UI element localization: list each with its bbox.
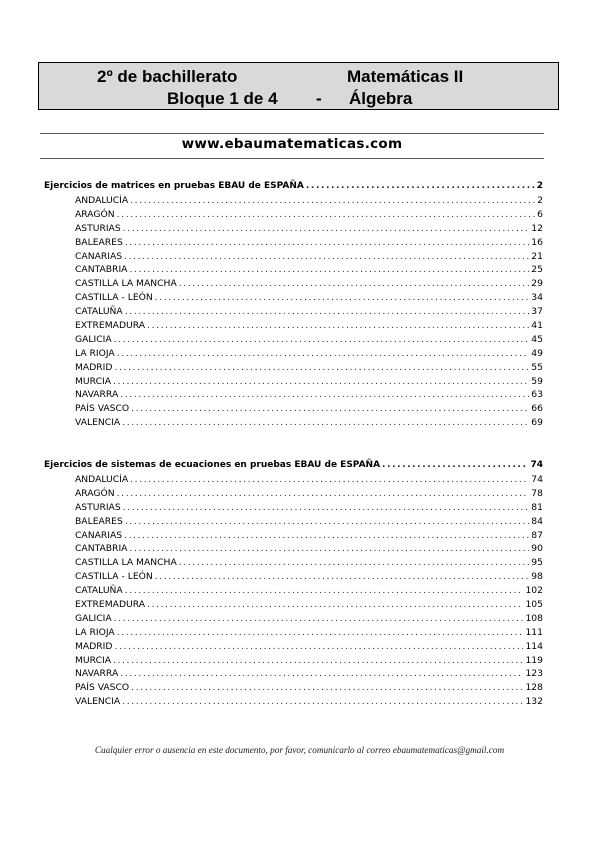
- toc-label: MADRID: [75, 361, 113, 373]
- page-number: 2: [537, 195, 543, 206]
- dot-leader: [117, 347, 530, 361]
- dot-leader: [114, 612, 524, 626]
- dot-leader: [113, 375, 529, 389]
- page-number: 6: [537, 208, 543, 220]
- toc-entry[interactable]: [44, 222, 543, 236]
- dot-leader: [129, 263, 529, 277]
- toc-entry[interactable]: [44, 570, 543, 584]
- toc-label: CANTABRIA: [75, 264, 128, 276]
- page-number: 49: [531, 347, 543, 359]
- page-number: 95: [531, 557, 543, 569]
- page-number: 74: [530, 460, 543, 470]
- dot-leader: [306, 179, 535, 194]
- dot-leader: [122, 695, 523, 709]
- toc-label: Ejercicios de sistemas de ecuaciones en pruebas EBAU de ESPAÑA: [44, 460, 381, 470]
- toc-entry[interactable]: [44, 208, 543, 222]
- toc-label: CATALUÑA: [75, 585, 123, 597]
- dot-leader: [114, 333, 530, 347]
- toc-entry[interactable]: [44, 654, 543, 668]
- toc-entry[interactable]: [44, 291, 543, 305]
- toc-section-heading[interactable]: [44, 179, 543, 194]
- page-number: 123: [525, 668, 543, 680]
- toc-label: CASTILLA LA MANCHA: [75, 278, 177, 290]
- block-label: Bloque 1 de 4: [167, 89, 278, 108]
- dot-leader: [124, 529, 529, 543]
- toc-label: ARAGÓN: [75, 487, 115, 499]
- toc-label: EXTREMADURA: [75, 320, 146, 332]
- dot-leader: [122, 416, 529, 430]
- toc-entry[interactable]: [44, 681, 543, 695]
- page-number: 74: [531, 474, 543, 485]
- toc-section-matrices: [44, 179, 543, 430]
- toc-entry[interactable]: [44, 333, 543, 347]
- toc-entry[interactable]: [44, 584, 543, 598]
- dot-leader: [125, 305, 530, 319]
- dot-leader: [117, 208, 535, 222]
- toc-entry[interactable]: [44, 598, 543, 612]
- toc-entry[interactable]: [44, 236, 543, 250]
- page-number: 66: [531, 403, 543, 415]
- toc-label: Ejercicios de matrices en pruebas EBAU de ESPAÑA: [44, 181, 304, 191]
- toc-entry[interactable]: [44, 473, 543, 487]
- toc-label: BALEARES: [75, 515, 123, 527]
- dot-leader: [129, 542, 529, 556]
- page-number: 81: [531, 501, 543, 513]
- toc-entry[interactable]: [44, 375, 543, 389]
- toc-label: CANTABRIA: [75, 543, 128, 555]
- toc-entry[interactable]: [44, 250, 543, 264]
- dot-leader: [179, 556, 530, 570]
- page-number: 114: [525, 640, 543, 652]
- toc-label: BALEARES: [75, 236, 123, 248]
- toc-label: NAVARRA: [75, 389, 119, 401]
- dot-leader: [130, 473, 529, 487]
- dot-leader: [131, 681, 523, 695]
- page-number: 84: [531, 515, 543, 527]
- toc-label: LA RIOJA: [75, 626, 115, 638]
- toc-section-sistemas: [44, 458, 543, 709]
- page-number: 128: [525, 682, 543, 694]
- toc-label: GALICIA: [75, 612, 112, 624]
- toc-label: CANARIAS: [75, 250, 123, 262]
- page-number: 55: [531, 361, 543, 373]
- dot-leader: [120, 388, 529, 402]
- dot-leader: [155, 291, 530, 305]
- dot-leader: [113, 654, 523, 668]
- dot-leader: [125, 584, 524, 598]
- toc-label: PAÍS VASCO: [75, 403, 130, 415]
- toc-label: NAVARRA: [75, 668, 119, 680]
- toc-entry[interactable]: [44, 388, 543, 402]
- dot-leader: [125, 515, 529, 529]
- toc-label: LA RIOJA: [75, 347, 115, 359]
- toc-label: PAÍS VASCO: [75, 682, 130, 694]
- page-number: 16: [531, 236, 543, 248]
- toc-label: MADRID: [75, 640, 113, 652]
- toc-label: GALICIA: [75, 333, 112, 345]
- dot-leader: [123, 501, 530, 515]
- toc-label: CATALUÑA: [75, 306, 123, 318]
- dot-leader: [114, 640, 523, 654]
- header-separator: -: [316, 89, 322, 108]
- page-number: 45: [531, 333, 543, 345]
- dot-leader: [155, 570, 530, 584]
- page-number: 25: [531, 264, 543, 276]
- page-number: 59: [531, 375, 543, 387]
- page-number: 132: [525, 696, 543, 708]
- toc-entry[interactable]: [44, 529, 543, 543]
- dot-leader: [117, 487, 530, 501]
- toc-label: ANDALUCÍA: [75, 474, 129, 485]
- page-number: 102: [525, 585, 543, 597]
- toc-entry[interactable]: [44, 695, 543, 709]
- course-label: 2º de bachillerato: [97, 67, 238, 86]
- page-number: 119: [525, 654, 543, 666]
- page-number: 12: [531, 222, 543, 234]
- page-number: 87: [531, 529, 543, 541]
- toc-entry[interactable]: [44, 612, 543, 626]
- dot-leader: [130, 194, 535, 208]
- toc-entry[interactable]: [44, 667, 543, 681]
- dot-leader: [117, 626, 524, 640]
- dot-leader: [147, 319, 529, 333]
- toc-entry[interactable]: [44, 305, 543, 319]
- page-number: 69: [531, 417, 543, 429]
- toc-label: MURCIA: [75, 654, 111, 666]
- page-number: 98: [531, 571, 543, 583]
- dot-leader: [124, 250, 529, 264]
- dot-leader: [179, 277, 530, 291]
- subject-label: Matemáticas II: [347, 67, 464, 86]
- page-number: 29: [531, 278, 543, 290]
- toc-label: ARAGÓN: [75, 208, 115, 220]
- toc-entry[interactable]: [44, 263, 543, 277]
- toc-entry[interactable]: [44, 515, 543, 529]
- dot-leader: [123, 222, 530, 236]
- page-number: 37: [531, 306, 543, 318]
- toc-entry[interactable]: [44, 402, 543, 416]
- page-number: 78: [531, 487, 543, 499]
- website-rule-bottom: [40, 158, 544, 159]
- toc-entry[interactable]: [44, 626, 543, 640]
- toc-entry[interactable]: [44, 347, 543, 361]
- page-number: 111: [525, 626, 543, 638]
- page-number: 105: [525, 599, 543, 611]
- header-box: [38, 62, 559, 110]
- page-number: 41: [531, 320, 543, 332]
- toc-entry[interactable]: [44, 361, 543, 375]
- toc-entry[interactable]: [44, 542, 543, 556]
- page-number: 2: [536, 181, 543, 191]
- page-number: 63: [531, 389, 543, 401]
- dot-leader: [147, 598, 523, 612]
- toc-label: VALENCIA: [75, 417, 121, 429]
- toc-entry[interactable]: [44, 640, 543, 654]
- topic-label: Álgebra: [349, 89, 413, 108]
- toc-label: EXTREMADURA: [75, 599, 146, 611]
- toc-entry[interactable]: [44, 556, 543, 570]
- toc-entry[interactable]: [44, 487, 543, 501]
- toc-entry[interactable]: [44, 194, 543, 208]
- page-number: 34: [531, 292, 543, 304]
- toc-entry[interactable]: [44, 501, 543, 515]
- toc-entry[interactable]: [44, 319, 543, 333]
- dot-leader: [114, 361, 529, 375]
- toc-label: CASTILLA - LEÓN: [75, 571, 153, 583]
- toc-entry[interactable]: [44, 416, 543, 430]
- dot-leader: [382, 458, 528, 473]
- page-number: 108: [525, 612, 543, 624]
- toc-section-heading[interactable]: [44, 458, 543, 473]
- toc-label: VALENCIA: [75, 696, 121, 708]
- toc-label: CASTILLA - LEÓN: [75, 292, 153, 304]
- dot-leader: [125, 236, 529, 250]
- toc-label: CASTILLA LA MANCHA: [75, 557, 177, 569]
- toc-entry[interactable]: [44, 277, 543, 291]
- dot-leader: [131, 402, 529, 416]
- footer-note: Cualquier error o ausencia en este documento, por favor, comunicarlo al correo ebaumatematicas@gmail.com: [94, 745, 505, 755]
- website-link[interactable]: www.ebaumatematicas.com: [181, 136, 403, 152]
- toc-label: MURCIA: [75, 375, 111, 387]
- toc-label: ASTURIAS: [75, 501, 121, 513]
- toc-label: ANDALUCÍA: [75, 195, 129, 206]
- page-number: 21: [531, 250, 543, 262]
- toc-label: ASTURIAS: [75, 222, 121, 234]
- website-rule-top: [40, 133, 544, 134]
- toc-label: CANARIAS: [75, 529, 123, 541]
- page-number: 90: [531, 543, 543, 555]
- dot-leader: [120, 667, 523, 681]
